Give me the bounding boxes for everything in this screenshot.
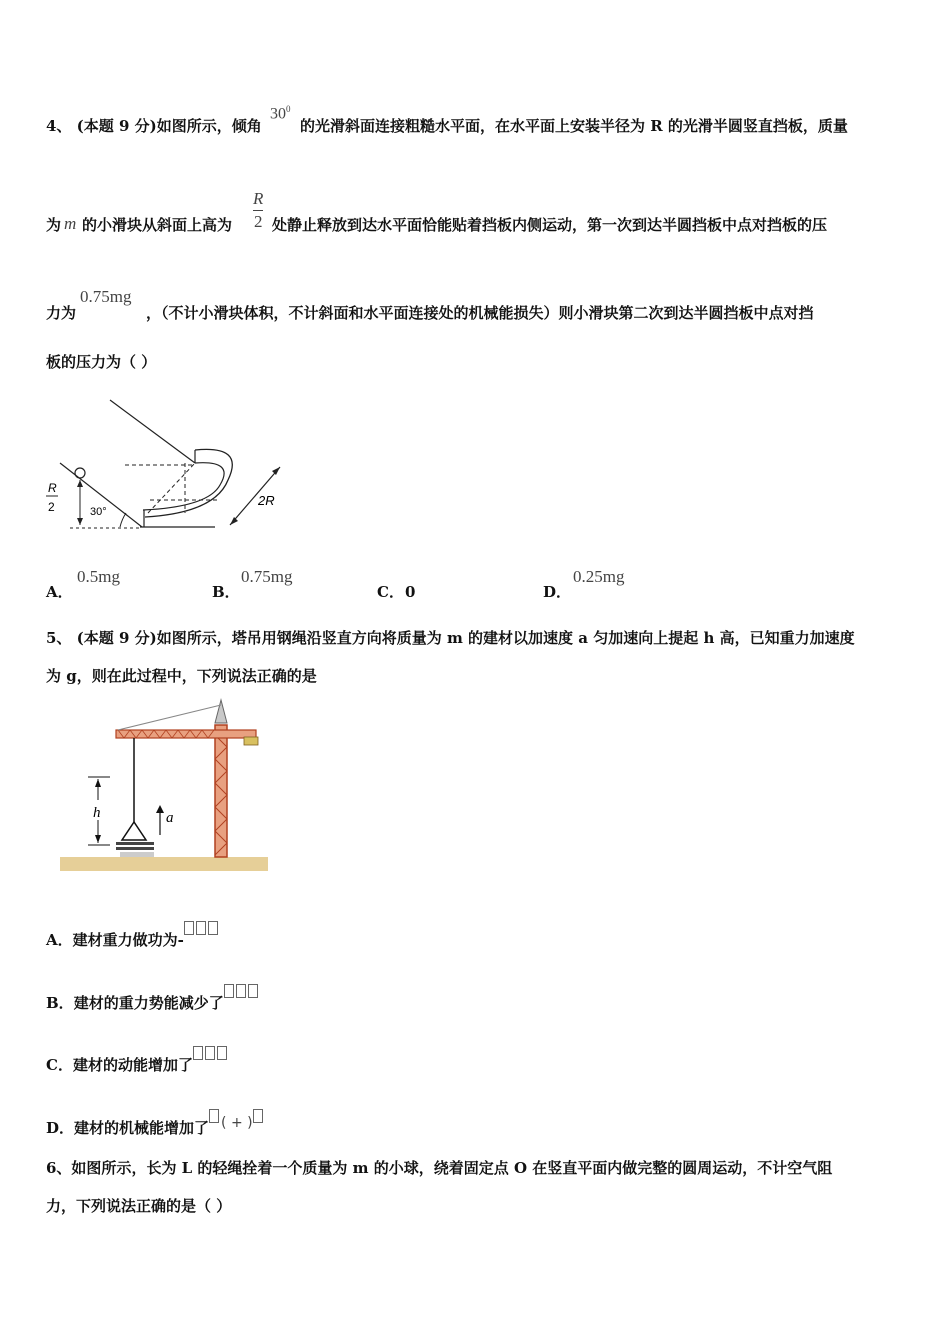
q4-line-1-suffix: 的光滑斜面连接粗糙水平面，在水平面上安装半径为 R 的光滑半圆竖直挡板，质量	[300, 117, 848, 135]
q5-option-c[interactable]: C．建材的动能增加了	[46, 1046, 229, 1075]
q4-height-den: 2	[253, 212, 263, 231]
q4-line-3-prefix: 力为	[46, 304, 77, 322]
q4-option-b-value: 0.75mg	[241, 567, 293, 586]
q5-option-b[interactable]: B．建材的重力势能减少了	[46, 984, 260, 1013]
q4-point-o-marker	[75, 468, 85, 478]
q4-height-num: R	[253, 189, 264, 208]
q4-option-a-value: 0.5mg	[77, 567, 120, 586]
q4-line-1-prefix: 4、 (本题 9 分)如图所示，倾角	[46, 117, 262, 135]
q5-fig-h-label: h	[93, 805, 101, 821]
q4-option-c-label[interactable]: C．	[377, 583, 404, 601]
q4-height-fraction	[253, 190, 263, 231]
q4-fig-height-den: 2	[48, 500, 55, 514]
q4-mass-var: m	[64, 214, 77, 233]
q4-fig-diameter: 2R	[258, 493, 275, 508]
q5-fig-a-label: a	[166, 810, 174, 826]
q4-option-a-label[interactable]: A．	[46, 583, 73, 601]
q5-crane-figure	[58, 695, 270, 875]
q4-option-b-label[interactable]: B．	[212, 583, 240, 601]
q6-line-1: 6、如图所示，长为 L 的轻绳拴着一个质量为 m 的小球，绕着固定点 O 在竖直平面内做完整的圆周运动，不计空气阻	[46, 1159, 833, 1177]
q4-line-2-mid: 的小滑块从斜面上高为	[82, 216, 233, 234]
q4-force: 0.75mg	[80, 287, 132, 306]
q4-figure	[40, 395, 300, 540]
q4-fig-angle: 30°	[90, 506, 107, 518]
q4-line-2-suffix: 处静止释放到达水平面恰能贴着挡板内侧运动，第一次到达半圆挡板中点对挡板的压	[272, 216, 828, 234]
q5-option-d-math: ( + )	[221, 1115, 253, 1131]
q4-line-4: 板的压力为（ ）	[46, 353, 157, 371]
q5-option-d[interactable]: D．建材的机械能增加了 ( + )	[46, 1109, 265, 1138]
q6-line-2: 力，下列说法正确的是（ ）	[46, 1197, 232, 1215]
q4-line-3-suffix: ，（不计小滑块体积，不计斜面和水平面连接处的机械能损失）则小滑块第二次到达半圆挡板中点对挡	[146, 304, 814, 322]
q5-line-1: 5、 (本题 9 分)如图所示，塔吊用钢绳沿竖直方向将质量为 m 的建材以加速度 a 匀加速向上提起 h 高，已知重力加速度	[46, 629, 855, 647]
q4-angle: $30^0$	[270, 104, 291, 123]
q4-option-d-label[interactable]: D．	[543, 583, 572, 601]
q4-line-1	[46, 116, 262, 136]
q5-line-2: 为 g，则在此过程中，下列说法正确的是	[46, 667, 317, 685]
q4-option-c-value: 0	[405, 583, 416, 601]
q4-option-d-value: 0.25mg	[573, 567, 625, 586]
q4-fig-height-num: R	[48, 481, 57, 495]
q4-line-2-prefix: 为	[46, 216, 62, 234]
q5-option-a[interactable]: A．建材重力做功为-	[46, 921, 220, 950]
